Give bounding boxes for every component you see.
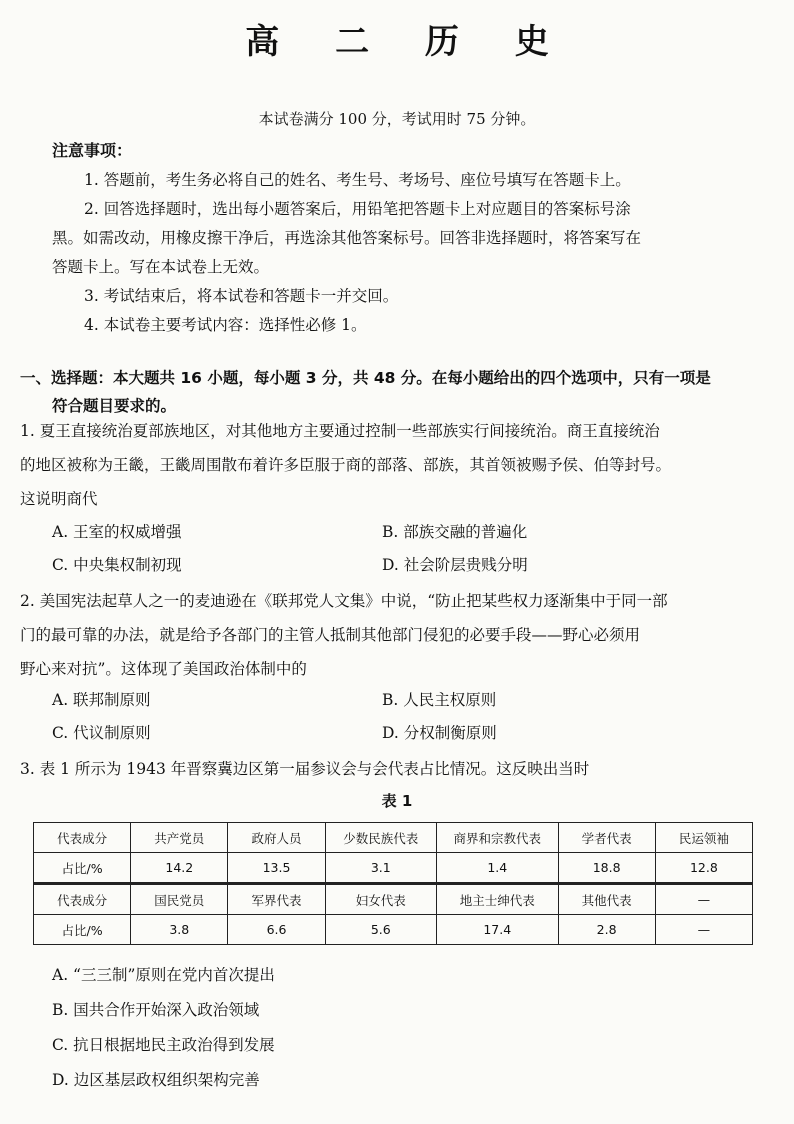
table-cell: 17.4 (437, 915, 559, 945)
option-c[interactable]: C. 代议制原则 (52, 724, 151, 742)
table-cell: — (655, 884, 752, 915)
table-cell: 商界和宗教代表 (437, 823, 559, 853)
table-header-cell: 占比/% (34, 853, 131, 884)
table-row (34, 823, 753, 853)
table-cell: 12.8 (655, 853, 752, 884)
option-d[interactable]: D. 边区基层政权组织架构完善 (52, 1071, 260, 1089)
table-cell: 军界代表 (228, 884, 325, 915)
table-cell: 1.4 (437, 853, 559, 884)
question-3-options (52, 958, 275, 1098)
table-cell: 18.8 (558, 853, 655, 884)
table-header-cell: 代表成分 (34, 884, 131, 915)
option-d[interactable]: D. 社会阶层贵贱分明 (382, 556, 528, 574)
table-header-cell: 占比/% (34, 915, 131, 945)
notice-item: 4. 本试卷主要考试内容：选择性必修 1。 (84, 316, 367, 334)
question-stem-line: 2. 美国宪法起草人之一的麦迪逊在《联邦党人文集》中说，“防止把某些权力逐渐集中于同一部 (20, 592, 668, 610)
table-cell: 3.8 (131, 915, 228, 945)
option-b[interactable]: B. 人民主权原则 (382, 691, 497, 709)
table-cell: 2.8 (558, 915, 655, 945)
notice-block (52, 166, 742, 340)
option-c[interactable]: C. 抗日根据地民主政治得到发展 (52, 1036, 275, 1054)
table-cell: — (655, 915, 752, 945)
question-stem-line: 这说明商代 (20, 490, 98, 508)
table-caption: 表 1 (381, 792, 413, 810)
option-a[interactable]: A. 联邦制原则 (52, 691, 151, 709)
table-row (34, 884, 753, 915)
page-title: 高 二 历 史 (245, 22, 571, 62)
notice-item: 答题卡上。写在本试卷上无效。 (52, 258, 270, 276)
notice-item: 黑。如需改动，用橡皮擦干净后，再选涂其他答案标号。回答非选择题时，将答案写在 (52, 229, 642, 247)
table-cell: 共产党员 (131, 823, 228, 853)
question-stem-line: 门的最可靠的办法，就是给予各部门的主管人抵制其他部门侵犯的必要手段——野心必须用 (20, 626, 641, 644)
option-b[interactable]: B. 部族交融的普遍化 (382, 523, 528, 541)
option-d[interactable]: D. 分权制衡原则 (382, 724, 497, 742)
table-row (34, 853, 753, 884)
table-cell: 少数民族代表 (325, 823, 436, 853)
table-cell: 国民党员 (131, 884, 228, 915)
section-heading-line: 符合题目要求的。 (52, 397, 177, 415)
table-cell: 5.6 (325, 915, 436, 945)
notice-item: 2. 回答选择题时，选出每小题答案后，用铅笔把答题卡上对应题目的答案标号涂 (84, 200, 631, 218)
data-table (33, 822, 753, 945)
option-b[interactable]: B. 国共合作开始深入政治领域 (52, 1001, 260, 1019)
table-cell: 6.6 (228, 915, 325, 945)
option-c[interactable]: C. 中央集权制初现 (52, 556, 182, 574)
table-row (34, 915, 753, 945)
table-header-cell: 代表成分 (34, 823, 131, 853)
question-2 (20, 584, 760, 686)
question-stem-line: 的地区被称为王畿，王畿周围散布着许多臣服于商的部落、部族，其首领被赐予侯、伯等封号。 (20, 456, 672, 474)
notice-item: 3. 考试结束后，将本试卷和答题卡一并交回。 (84, 287, 399, 305)
table-cell: 3.1 (325, 853, 436, 884)
section-heading-line: 一、选择题：本大题共 16 小题，每小题 3 分，共 48 分。在每小题给出的四个选项中，只有一项是 (20, 369, 711, 387)
notice-item: 1. 答题前，考生务必将自己的姓名、考生号、考场号、座位号填写在答题卡上。 (84, 171, 631, 189)
table-cell: 政府人员 (228, 823, 325, 853)
table-cell: 妇女代表 (325, 884, 436, 915)
question-1 (20, 414, 760, 516)
question-stem-line: 野心来对抗”。这体现了美国政治体制中的 (20, 660, 307, 678)
table-cell: 民运领袖 (655, 823, 752, 853)
option-a[interactable]: A. 王室的权威增强 (52, 523, 182, 541)
table-cell: 其他代表 (558, 884, 655, 915)
question-stem-line: 3. 表 1 所示为 1943 年晋察冀边区第一届参议会与会代表占比情况。这反映出当时 (20, 760, 590, 778)
table-cell: 学者代表 (558, 823, 655, 853)
question-3 (20, 752, 760, 786)
table-cell: 13.5 (228, 853, 325, 884)
table-cell: 14.2 (131, 853, 228, 884)
notice-heading: 注意事项： (52, 141, 133, 160)
option-a[interactable]: A. “三三制”原则在党内首次提出 (52, 966, 275, 984)
question-stem-line: 1. 夏王直接统治夏部族地区，对其他地方主要通过控制一些部族实行间接统治。商王直接统治 (20, 422, 660, 440)
section-heading (20, 364, 760, 420)
exam-info: 本试卷满分 100 分，考试用时 75 分钟。 (258, 110, 536, 128)
table-cell: 地主士绅代表 (437, 884, 559, 915)
